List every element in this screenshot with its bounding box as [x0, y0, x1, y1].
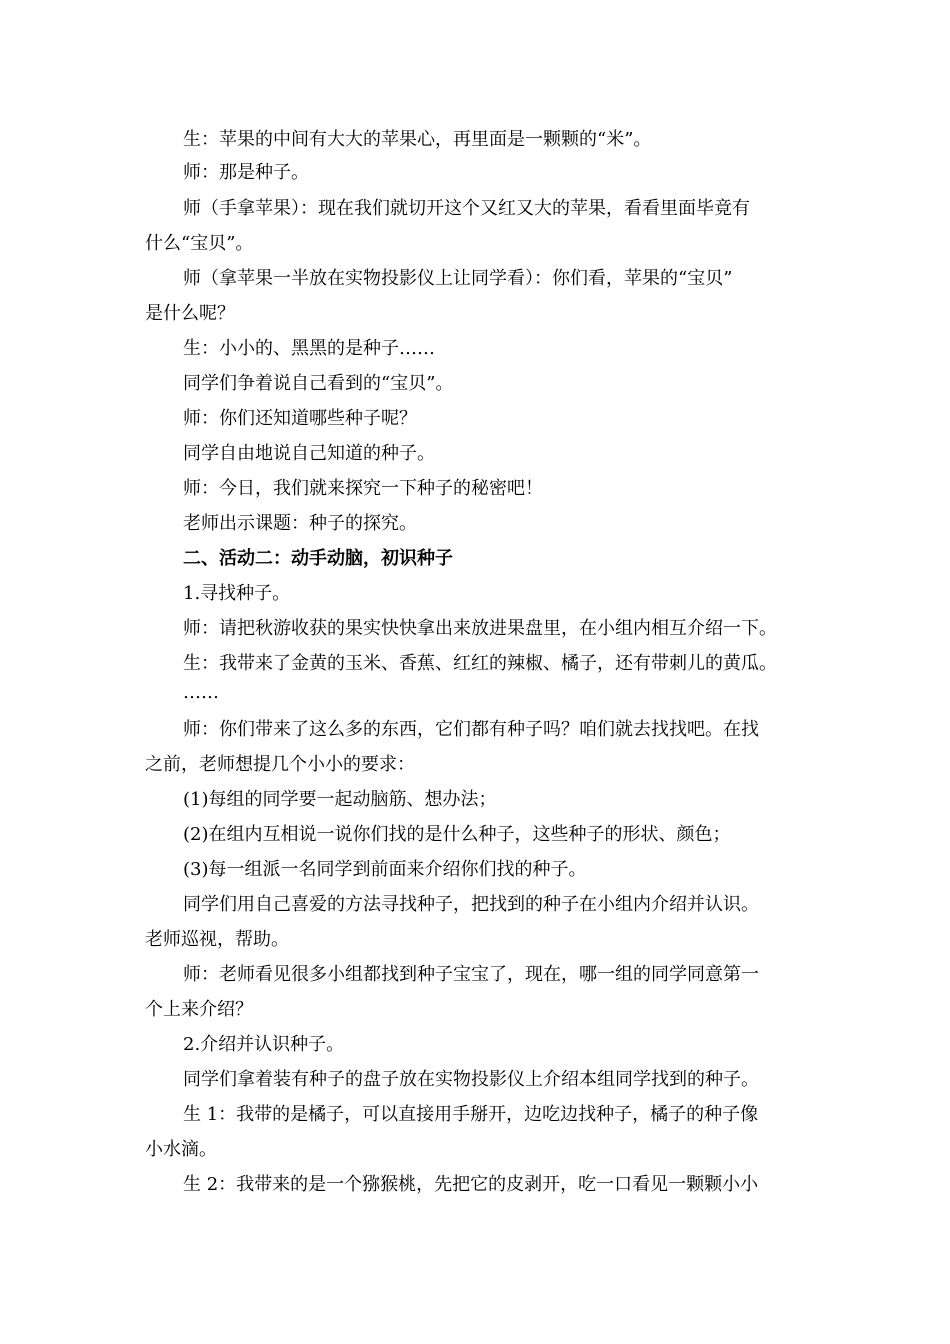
paragraph-line: 老师出示课题：种子的探究。: [183, 513, 417, 534]
paragraph-line: 小水滴。: [145, 1139, 217, 1160]
paragraph-line: 之前，老师想提几个小小的要求：: [145, 754, 415, 775]
paragraph-line: 同学们拿着装有种子的盘子放在实物投影仪上介绍本组同学找到的种子。: [183, 1069, 759, 1090]
ellipsis-line: ……: [183, 682, 219, 703]
paragraph-line: 什么“宝贝”。: [145, 233, 254, 254]
paragraph-line: 老师巡视，帮助。: [145, 929, 289, 950]
paragraph-line: 个上来介绍？: [145, 999, 253, 1020]
paragraph-line: 同学自由地说自己知道的种子。: [183, 443, 435, 464]
paragraph-line: 师：请把秋游收获的果实快快拿出来放进果盘里，在小组内相互介绍一下。: [183, 618, 777, 639]
section-heading: 二、活动二：动手动脑，初识种子: [183, 548, 453, 569]
paragraph-line: 生：小小的、黑黑的是种子……: [183, 338, 435, 359]
paragraph-line: 师：你们还知道哪些种子呢？: [183, 408, 417, 429]
paragraph-line: 师：老师看见很多小组都找到种子宝宝了，现在，哪一组的同学同意第一: [183, 964, 759, 985]
paragraph-line: 生 2：我带来的是一个猕猴桃，先把它的皮剥开，吃一口看见一颗颗小小: [183, 1174, 759, 1195]
paragraph-line: 师（手拿苹果）：现在我们就切开这个又红又大的苹果，看看里面毕竟有: [183, 198, 750, 219]
paragraph-line: 师：那是种子。: [183, 162, 309, 183]
paragraph-line: 生 1：我带的是橘子，可以直接用手掰开，边吃边找种子，橘子的种子像: [183, 1104, 759, 1125]
paragraph-line: 师：你们带来了这么多的东西，它们都有种子吗？咱们就去找找吧。在找: [183, 719, 759, 740]
paragraph-line: 是什么呢？: [145, 303, 235, 324]
paragraph-line: 同学们用自己喜爱的方法寻找种子，把找到的种子在小组内介绍并认识。: [183, 894, 759, 915]
subsection-heading: 1.寻找种子。: [183, 583, 291, 604]
paragraph-line: 生：我带来了金黄的玉米、香蕉、红红的辣椒、橘子，还有带刺儿的黄瓜。: [183, 653, 777, 674]
paragraph-line: 师：今日，我们就来探究一下种子的秘密吧！: [183, 478, 543, 499]
list-item: (3)每一组派一名同学到前面来介绍你们找的种子。: [183, 859, 587, 880]
paragraph-line: 师（拿苹果一半放在实物投影仪上让同学看）：你们看，苹果的“宝贝”: [183, 268, 733, 289]
list-item: (1)每组的同学要一起动脑筋、想办法；: [183, 789, 497, 810]
list-item: (2)在组内互相说一说你们找的是什么种子，这些种子的形状、颜色；: [183, 824, 731, 845]
paragraph-line: 同学们争着说自己看到的“宝贝”。: [183, 373, 454, 394]
paragraph-line: 生：苹果的中间有大大的苹果心，再里面是一颗颗的“米”。: [183, 129, 652, 150]
subsection-heading: 2.介绍并认识种子。: [183, 1034, 345, 1055]
